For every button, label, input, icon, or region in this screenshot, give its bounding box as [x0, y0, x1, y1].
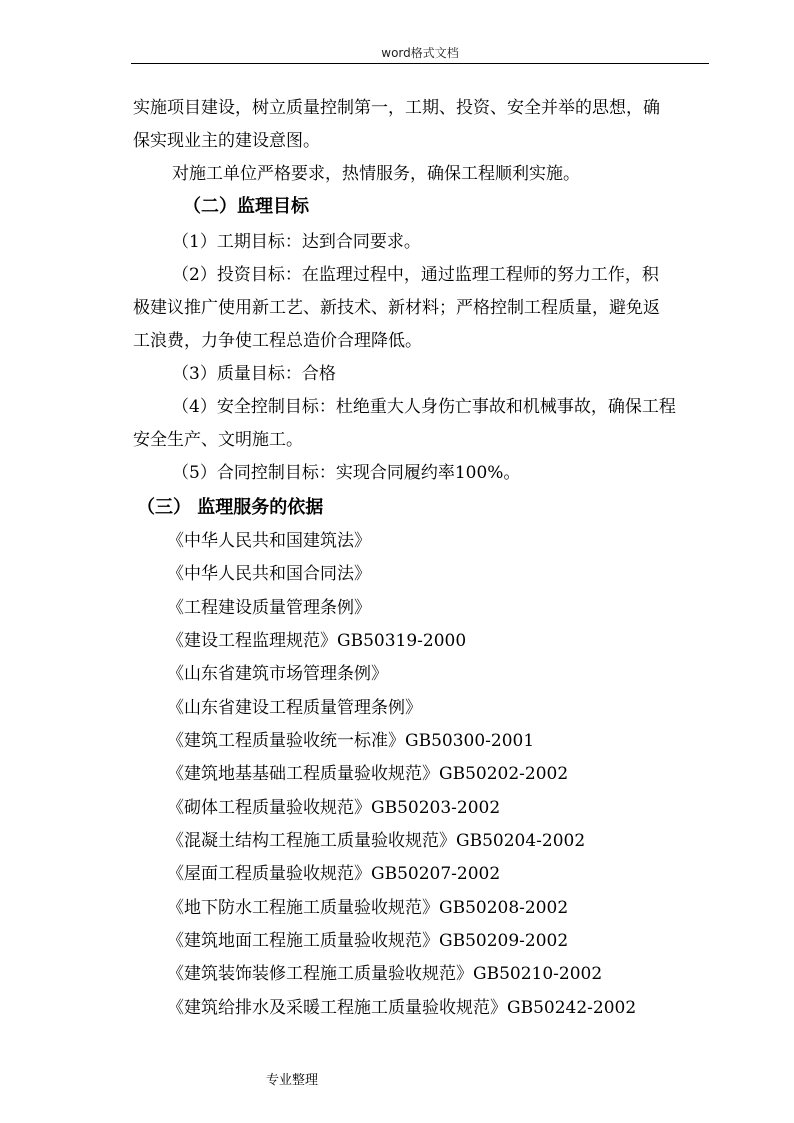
reference-item: 《建筑地基基础工程质量验收规范》GB50202-2002 [167, 764, 569, 784]
reference-item: 《中华人民共和国建筑法》 [167, 531, 371, 551]
goal-item-continuation: 安全生产、文明施工。 [133, 430, 303, 450]
reference-item: 《地下防水工程施工质量验收规范》GB50208-2002 [167, 898, 569, 918]
goal-item: （1）工期目标：达到合同要求。 [172, 232, 421, 252]
reference-item: 《建筑工程质量验收统一标准》GB50300-2001 [167, 731, 535, 751]
body-paragraph-line: 实施项目建设，树立质量控制第一，工期、投资、安全并举的思想，确 [133, 98, 660, 118]
goal-item: （2）投资目标：在监理过程中，通过监理工程师的努力工作，积 [172, 265, 659, 285]
reference-item: 《山东省建设工程质量管理条例》 [167, 698, 422, 718]
reference-item: 《山东省建筑市场管理条例》 [167, 664, 388, 684]
page-header: word格式文档 [381, 46, 459, 60]
section-heading-goals: （二）监理目标 [183, 196, 309, 217]
reference-item: 《屋面工程质量验收规范》GB50207-2002 [167, 864, 501, 884]
reference-item: 《混凝土结构工程施工质量验收规范》GB50204-2002 [167, 831, 586, 851]
body-paragraph-line: 保实现业主的建设意图。 [133, 131, 320, 151]
goal-item: （4）安全控制目标：杜绝重大人身伤亡事故和机械事故，确保工程 [172, 397, 676, 417]
page-footer: 专业整理 [266, 1073, 319, 1088]
header-rule [131, 63, 709, 64]
reference-item: 《工程建设质量管理条例》 [167, 598, 371, 618]
reference-item: 《建筑地面工程施工质量验收规范》GB50209-2002 [167, 931, 569, 951]
reference-item: 《建设工程监理规范》GB50319-2000 [167, 631, 467, 651]
goal-item-continuation: 极建议推广使用新工艺、新技术、新材料；严格控制工程质量，避免返 [133, 298, 660, 318]
goal-item-continuation: 工浪费，力争使工程总造价合理降低。 [133, 331, 422, 351]
reference-item: 《建筑装饰装修工程施工质量验收规范》GB50210-2002 [167, 964, 603, 984]
body-paragraph: 对施工单位严格要求，热情服务，确保工程顺利实施。 [172, 164, 580, 184]
reference-item: 《砌体工程质量验收规范》GB50203-2002 [167, 798, 501, 818]
section-heading-basis: （三） 监理服务的依据 [137, 497, 324, 518]
reference-item: 《建筑给排水及采暖工程施工质量验收规范》GB50242-2002 [167, 998, 637, 1018]
goal-item: （5）合同控制目标：实现合同履约率100%。 [172, 463, 521, 483]
goal-item: （3）质量目标：合格 [172, 364, 336, 384]
reference-item: 《中华人民共和国合同法》 [167, 564, 371, 584]
